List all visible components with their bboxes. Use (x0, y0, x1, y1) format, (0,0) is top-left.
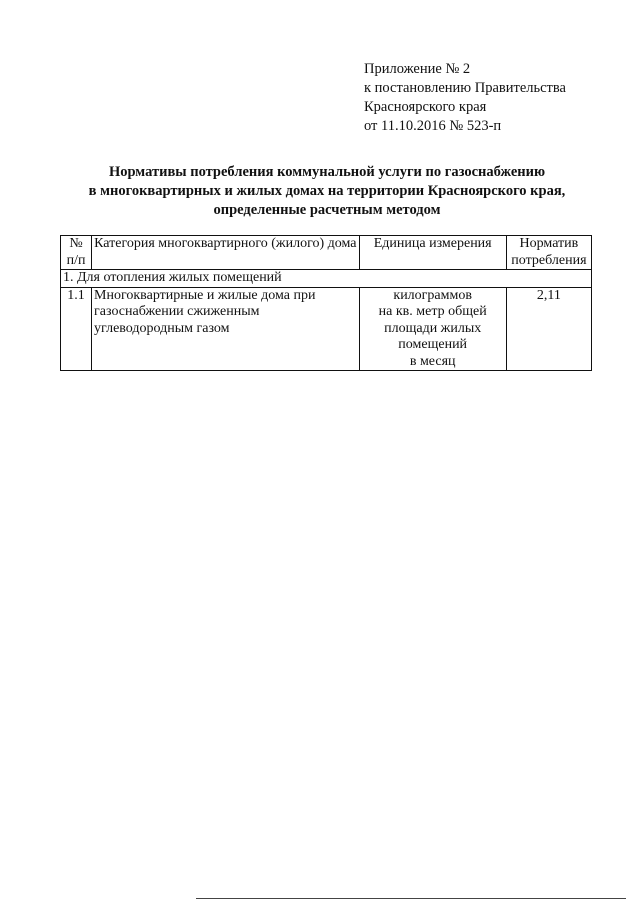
row-category: Многоквартирные и жилые дома при газоснабжении сжиженным углеводородным газом (92, 287, 360, 371)
norms-table (60, 235, 592, 371)
appendix-line: Приложение № 2 (364, 61, 471, 77)
header-number: № п/п (61, 236, 92, 270)
appendix-reference (364, 60, 566, 136)
title-line: Нормативы потребления коммунальной услуги по газоснабжению (108, 164, 546, 180)
unit-line: помещений (398, 337, 468, 352)
header-unit: Единица измерения (359, 236, 506, 270)
header-category: Категория многоквартирного (жилого) дома (92, 236, 360, 270)
footer-divider (196, 898, 626, 899)
table-header-row (61, 236, 592, 270)
unit-line: килограммов (393, 287, 472, 303)
unit-line: площади жилых (384, 320, 482, 336)
row-unit (359, 287, 506, 371)
title-line: определенные расчетным методом (213, 202, 441, 218)
table-row (61, 287, 592, 371)
section-row (61, 270, 592, 288)
row-number: 1.1 (61, 287, 92, 371)
unit-line: на кв. метр общей (378, 304, 487, 319)
unit-line: в месяц (409, 353, 456, 369)
appendix-line: от 11.10.2016 № 523-п (364, 118, 502, 134)
header-norm: Норматив потребления (506, 236, 591, 270)
document-title (60, 163, 594, 220)
row-norm-value: 2,11 (506, 287, 591, 371)
appendix-line: к постановлению Правительства (364, 80, 566, 96)
title-line: в многоквартирных и жилых домах на территории Красноярского края, (88, 183, 566, 199)
appendix-line: Красноярского края (364, 99, 487, 115)
section-label: 1. Для отопления жилых помещений (61, 270, 592, 288)
